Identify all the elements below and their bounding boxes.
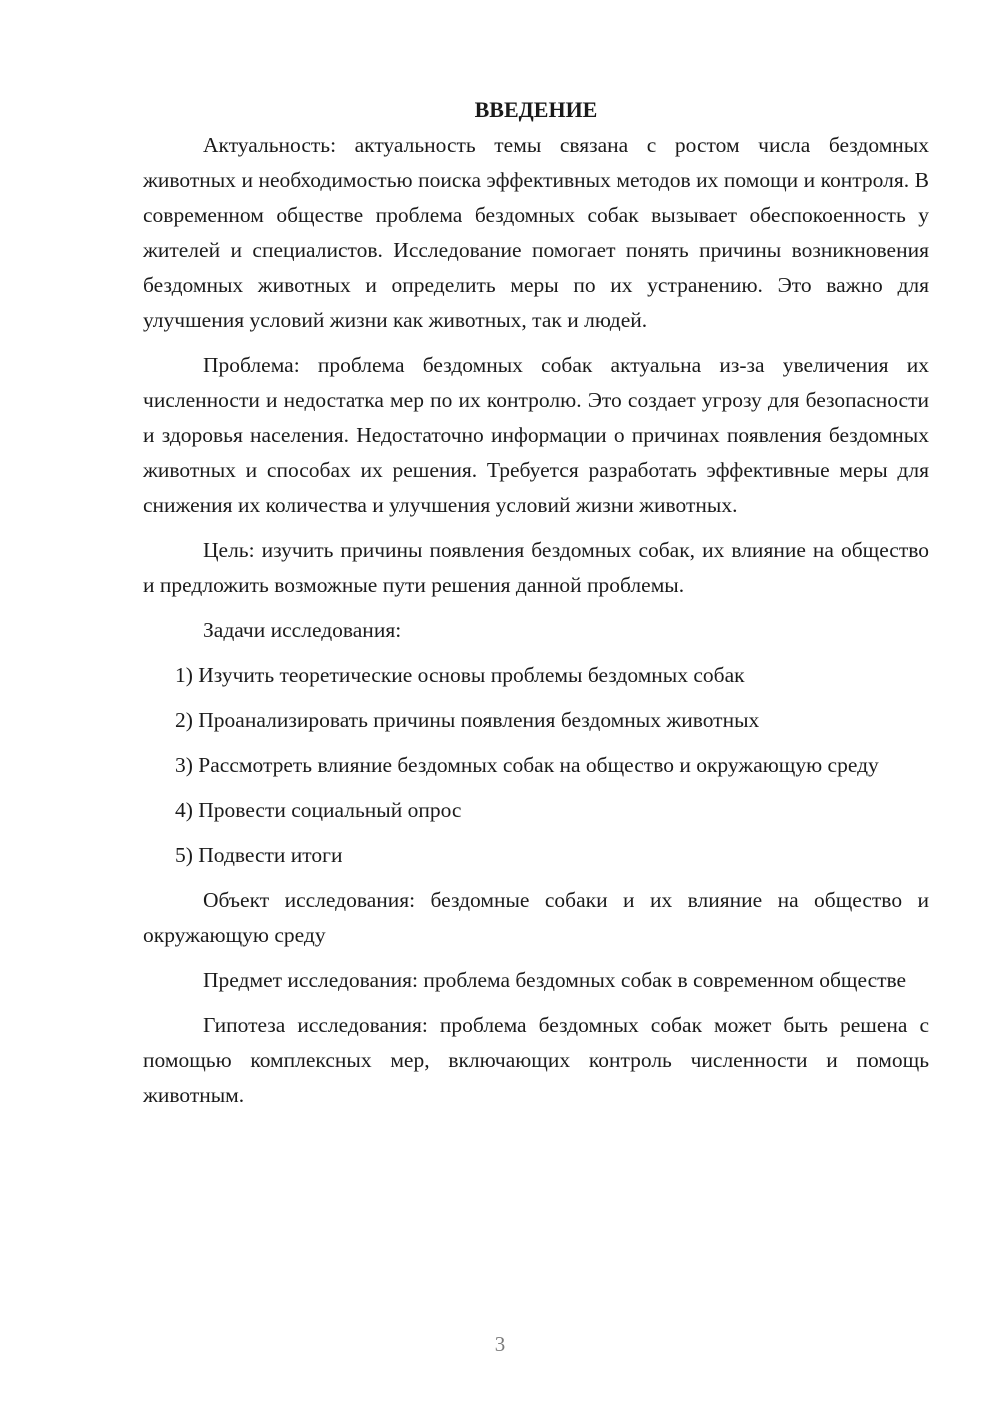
tasks-heading: Задачи исследования: — [203, 618, 402, 642]
task-item-5: 5) Подвести итоги — [175, 843, 343, 867]
paragraph-subject: Предмет исследования: проблема бездомных собак в современном обществе — [203, 968, 907, 992]
task-item-4: 4) Провести социальный опрос — [175, 798, 462, 822]
paragraph-relevance: Актуальность: актуальность темы связана с ростом числа бездомных животных и необходимостью поиска эффективных методов их помощи и контроля. В современном обществе проблема бездомных собак вызывает обеспокоенность у жителей и специалистов. Исследование помогает понять причины возникновения бездомных животных и определить меры по их устранению. Это важно для улучшения условий жизни как животных, так и людей. — [143, 133, 929, 332]
task-item-3: 3) Рассмотреть влияние бездомных собак на общество и окружающую среду — [175, 753, 879, 777]
paragraph-object: Объект исследования: бездомные собаки и их влияние на общество и окружающую среду — [143, 888, 929, 947]
task-item-1: 1) Изучить теоретические основы проблемы бездомных собак — [175, 663, 745, 687]
paragraph-goal: Цель: изучить причины появления бездомных собак, их влияние на общество и предложить возможные пути решения данной проблемы. — [143, 538, 929, 597]
task-item-2: 2) Проанализировать причины появления бездомных животных — [175, 708, 760, 732]
section-title: ВВЕДЕНИЕ — [474, 97, 598, 122]
paragraph-problem: Проблема: проблема бездомных собак актуальна из-за увеличения их численности и недостатка мер по их контролю. Это создает угрозу для безопасности и здоровья населения. Недостаточно информации о причинах появления бездомных животных и способах их решения. Требуется разработать эффективные меры для снижения их количества и улучшения условий жизни животных. — [143, 353, 929, 517]
paragraph-hypothesis: Гипотеза исследования: проблема бездомных собак может быть решена с помощью комплексных мер, включающих контроль численности и помощь животным. — [143, 1013, 929, 1107]
page-content — [143, 92, 929, 1123]
page-number: 3 — [494, 1332, 506, 1356]
